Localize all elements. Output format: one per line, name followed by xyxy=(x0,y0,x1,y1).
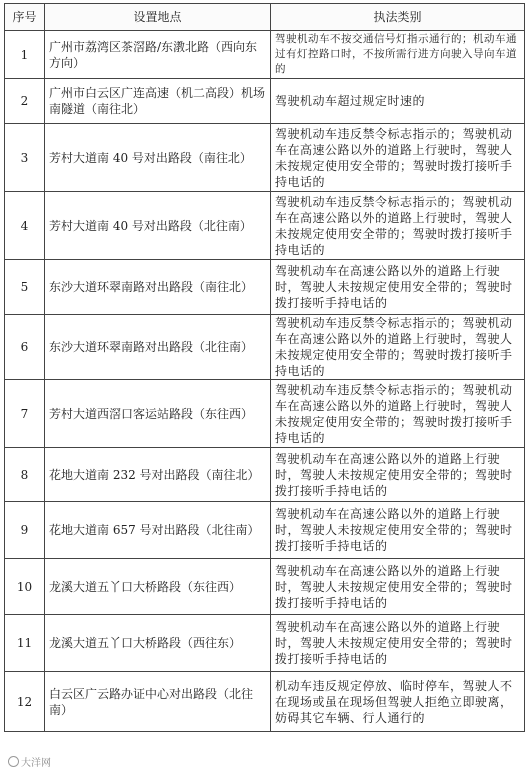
row-location: 东沙大道环翠南路对出路段（南往北） xyxy=(45,260,271,315)
table-row xyxy=(5,448,525,502)
table-header-row xyxy=(5,4,525,31)
table-row xyxy=(5,559,525,615)
row-location: 花地大道南 232 号对出路段（南往北） xyxy=(45,448,271,502)
row-number: 8 xyxy=(5,448,45,502)
row-number: 5 xyxy=(5,260,45,315)
watermark: 大洋网 xyxy=(8,754,51,769)
row-location: 白云区广云路办证中心对出路段（北往南） xyxy=(45,672,271,732)
row-number: 12 xyxy=(5,672,45,732)
table-row xyxy=(5,192,525,260)
row-category: 机动车违反规定停放、临时停车，驾驶人不在现场或虽在现场但驾驶人拒绝立即驶离，妨碍其它车辆、行人通行的 xyxy=(271,672,525,732)
row-location: 广州市白云区广连高速（机二高段）机场南隧道（南往北） xyxy=(45,79,271,124)
table-row xyxy=(5,124,525,192)
row-category: 驾驶机动车违反禁令标志指示的；驾驶机动车在高速公路以外的道路上行驶时，驾驶人未按规定使用安全带的；驾驶时拨打接听手持电话的 xyxy=(271,380,525,448)
watermark-logo-icon xyxy=(8,756,19,767)
row-category: 驾驶机动车在高速公路以外的道路上行驶时，驾驶人未按规定使用安全带的；驾驶时拨打接听手持电话的 xyxy=(271,260,525,315)
table-row xyxy=(5,615,525,672)
row-number: 3 xyxy=(5,124,45,192)
row-number: 9 xyxy=(5,502,45,559)
table-row xyxy=(5,502,525,559)
row-location: 龙溪大道五丫口大桥路段（西往东） xyxy=(45,615,271,672)
row-category: 驾驶机动车在高速公路以外的道路上行驶时，驾驶人未按规定使用安全带的；驾驶时拨打接听手持电话的 xyxy=(271,559,525,615)
row-number: 4 xyxy=(5,192,45,260)
table-row xyxy=(5,380,525,448)
table-row xyxy=(5,31,525,79)
table-row xyxy=(5,260,525,315)
row-number: 7 xyxy=(5,380,45,448)
row-category: 驾驶机动车不按交通信号灯指示通行的；机动车通过有灯控路口时，不按所需行进方向驶入导向车道的 xyxy=(271,31,525,79)
table-row xyxy=(5,672,525,732)
row-category: 驾驶机动车在高速公路以外的道路上行驶时，驾驶人未按规定使用安全带的；驾驶时拨打接听手持电话的 xyxy=(271,448,525,502)
row-number: 1 xyxy=(5,31,45,79)
row-category: 驾驶机动车在高速公路以外的道路上行驶时，驾驶人未按规定使用安全带的；驾驶时拨打接听手持电话的 xyxy=(271,615,525,672)
row-category: 驾驶机动车违反禁令标志指示的；驾驶机动车在高速公路以外的道路上行驶时，驾驶人未按规定使用安全带的；驾驶时拨打接听手持电话的 xyxy=(271,315,525,380)
row-location: 芳村大道南 40 号对出路段（南往北） xyxy=(45,124,271,192)
row-location: 龙溪大道五丫口大桥路段（东往西） xyxy=(45,559,271,615)
row-location: 东沙大道环翠南路对出路段（北往南） xyxy=(45,315,271,380)
table-row xyxy=(5,315,525,380)
row-category: 驾驶机动车在高速公路以外的道路上行驶时，驾驶人未按规定使用安全带的；驾驶时拨打接听手持电话的 xyxy=(271,502,525,559)
row-location: 芳村大道南 40 号对出路段（北往南） xyxy=(45,192,271,260)
row-category: 驾驶机动车违反禁令标志指示的；驾驶机动车在高速公路以外的道路上行驶时，驾驶人未按规定使用安全带的；驾驶时拨打接听手持电话的 xyxy=(271,192,525,260)
row-location: 芳村大道西滘口客运站路段（东往西） xyxy=(45,380,271,448)
row-number: 6 xyxy=(5,315,45,380)
row-category: 驾驶机动车违反禁令标志指示的；驾驶机动车在高速公路以外的道路上行驶时，驾驶人未按规定使用安全带的；驾驶时拨打接听手持电话的 xyxy=(271,124,525,192)
row-number: 11 xyxy=(5,615,45,672)
row-location: 花地大道南 657 号对出路段（北往南） xyxy=(45,502,271,559)
row-number: 2 xyxy=(5,79,45,124)
table-row xyxy=(5,79,525,124)
row-location: 广州市荔湾区茶滘路/东漖北路（西向东方向） xyxy=(45,31,271,79)
header-category: 执法类别 xyxy=(271,4,525,31)
row-category: 驾驶机动车超过规定时速的 xyxy=(271,79,525,124)
header-location: 设置地点 xyxy=(45,4,271,31)
row-number: 10 xyxy=(5,559,45,615)
enforcement-table xyxy=(4,3,525,732)
header-no: 序号 xyxy=(5,4,45,31)
